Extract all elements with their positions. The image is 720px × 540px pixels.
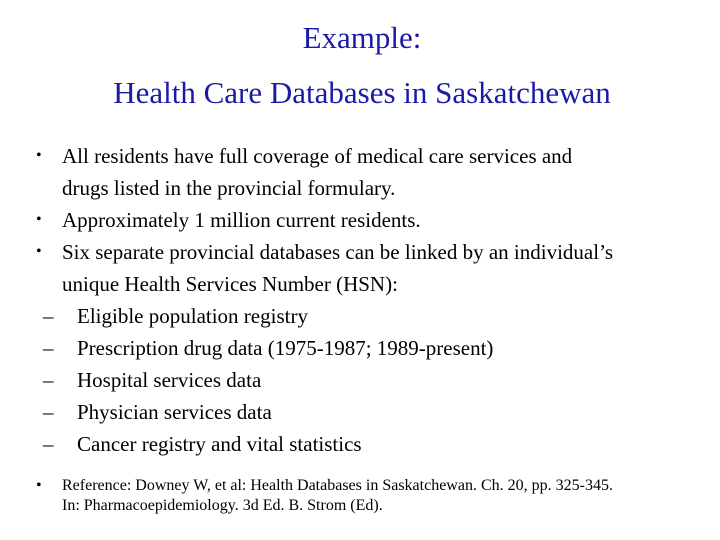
slide-title-line-1: Example:: [302, 20, 422, 55]
bullet-text-line: All residents have full coverage of medical care services and: [62, 144, 573, 168]
sub-item-prescription-drug: [43, 332, 706, 364]
sub-item-text: Prescription drug data (1975-1987; 1989-present): [77, 336, 494, 360]
reference-line: In: Pharmacoepidemiology. 3d Ed. B. Strom (Ed).: [62, 497, 383, 514]
dash-icon: –: [43, 432, 54, 456]
bullet-list: [36, 140, 706, 460]
bullet-item-coverage: [36, 140, 706, 204]
bullet-item-residents: [36, 204, 706, 236]
dash-icon: –: [43, 368, 54, 392]
bullet-text-line: drugs listed in the provincial formulary.: [62, 176, 396, 200]
bullet-icon: •: [36, 211, 42, 228]
bullet-icon: •: [36, 147, 42, 164]
sub-item-physician-services: [43, 396, 706, 428]
bullet-icon: •: [36, 477, 42, 494]
dash-icon: –: [43, 304, 54, 328]
bullet-item-databases: [36, 236, 706, 300]
dash-icon: –: [43, 336, 54, 360]
bullet-text-line: Approximately 1 million current residents.: [62, 208, 421, 232]
bullet-icon: •: [36, 243, 42, 260]
sub-item-text: Eligible population registry: [77, 304, 308, 328]
bullet-text-line: unique Health Services Number (HSN):: [62, 272, 398, 296]
dash-icon: –: [43, 400, 54, 424]
sub-item-text: Hospital services data: [77, 368, 262, 392]
reference-line: Reference: Downey W, et al: Health Databases in Saskatchewan. Ch. 20, pp. 325-345.: [62, 477, 613, 494]
sub-item-text: Physician services data: [77, 400, 272, 424]
slide-title-line-2: Health Care Databases in Saskatchewan: [113, 75, 611, 110]
sub-item-hospital-services: [43, 364, 706, 396]
sub-item-text: Cancer registry and vital statistics: [77, 432, 362, 456]
sub-item-eligible-population: [43, 300, 706, 332]
reference-note: [36, 476, 720, 516]
sub-item-cancer-registry: [43, 428, 706, 460]
bullet-text-line: Six separate provincial databases can be linked by an individual’s: [62, 240, 614, 264]
